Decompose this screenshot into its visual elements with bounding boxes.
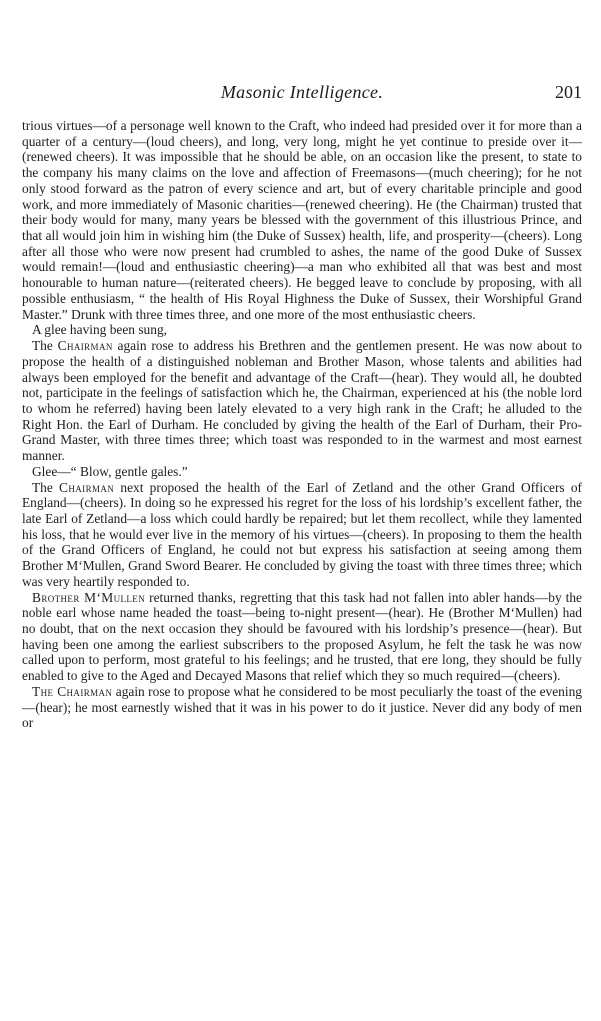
paragraph — [22, 590, 582, 684]
paragraph — [22, 322, 582, 338]
text-run: The — [32, 338, 58, 354]
speaker-name: Chairman — [57, 338, 113, 354]
speaker-name: The Chairman — [32, 683, 113, 699]
text-run: trious virtues—of a personage well known to the Craft, who indeed had presided over it for more than a quarter of a century—(loud cheers), and long, very long, might he yet continue to preside over it—(renewed cheers). It was impossible that he should be able, on an occasion like the present, to state to the company his many claims on the love and affection of Freemasons—(much cheering); for he not only stood forward as the patron of every science and art, but of every charitable principle and good work, and more immediately of Masonic charities—(renewed cheering). He (the Chairman) trusted that their body would for many, many years be blessed with the government of this illustrious Prince, and that all would join him in wishing him (the Duke of Sussex) health, life, and prosperity—(cheers). Long after all those who were now present had crumbled to ashes, the name of the good Duke of Sussex would remain!—(loud and enthusiastic cheering)—a man who exhibited all that was best and most honourable to human nature—(reiterated cheers). He begged leave to conclude by proposing, with all possible enthusiasm, “ the health of His Royal Highness the Duke of Sussex, their Worshipful Grand Master.” Drunk with three times three, and one more of the most enthusiastic cheers. — [22, 118, 582, 322]
page-header — [22, 82, 582, 108]
paragraph — [22, 480, 582, 590]
body-text — [22, 118, 582, 731]
text-run: Glee—“ Blow, gentle gales.” — [32, 463, 188, 479]
text-run: again rose to address his Brethren and the gentlemen present. He was now about to propose the health of a distinguished nobleman and Brother Mason, whose talents and abilities had always been employed for the benefit and advantage of the Craft—(hear). They would all, he doubted not, participate in the feelings of satisfaction which he, the Chairman, experienced at his (the noble lord to whom he referred) having been lately elevated to a very high rank in the Craft; he alluded to the Right Hon. the Earl of Durham. He concluded by giving the health of the Earl of Durham, their Pro-Grand Master, with three times three; which toast was responded to in the warmest and most earnest manner. — [22, 338, 582, 464]
paragraph — [22, 338, 582, 464]
page-number: 201 — [555, 82, 582, 102]
paragraph — [22, 684, 582, 731]
text-run: next proposed the health of the Earl of Zetland and the other Grand Officers of England—(cheers). In doing so he expressed his regret for the loss of his lordship’s excellent father, the late Earl of Zetland—a loss which could hardly be repaired; but let them recollect, while they lamented his loss, that he would ever live in the memory of his virtues—(cheers). In proposing to them the health of the Grand Officers of England, he could not but express his satisfaction at seeing among them Brother M‘Mullen, Grand Sword Bearer. He concluded by giving the toast with three times three; which was very heartily responded to. — [22, 479, 582, 589]
text-run: The — [32, 479, 60, 495]
paragraph — [22, 464, 582, 480]
speaker-name: Brother M‘Mullen — [32, 589, 146, 605]
text-run: again rose to propose what he considered to be most peculiarly the toast of the evening—(hear); he most earnestly wished that it was in his power to do it justice. Never did any body of men or — [22, 683, 582, 731]
paragraph — [22, 118, 582, 322]
running-title: Masonic Intelligence. — [220, 82, 384, 102]
text-run: A glee having been sung, — [32, 322, 167, 338]
speaker-name: Chairman — [59, 479, 115, 495]
text-run: returned thanks, regretting that this task had not fallen into abler hands—by the noble earl whose name headed the toast—being to-night present—(hear). He (Brother M‘Mullen) had no doubt, that on the next occasion they should be favoured with his lordship’s presence—(hear). But having been one among the earliest subscribers to the proposed Asylum, he felt the task he was now called upon to perform, most grateful to his feelings; and he trusted, that ere long, they should be fully enabled to give to the Aged and Decayed Masons that relief which they so much required—(cheers). — [22, 589, 583, 684]
